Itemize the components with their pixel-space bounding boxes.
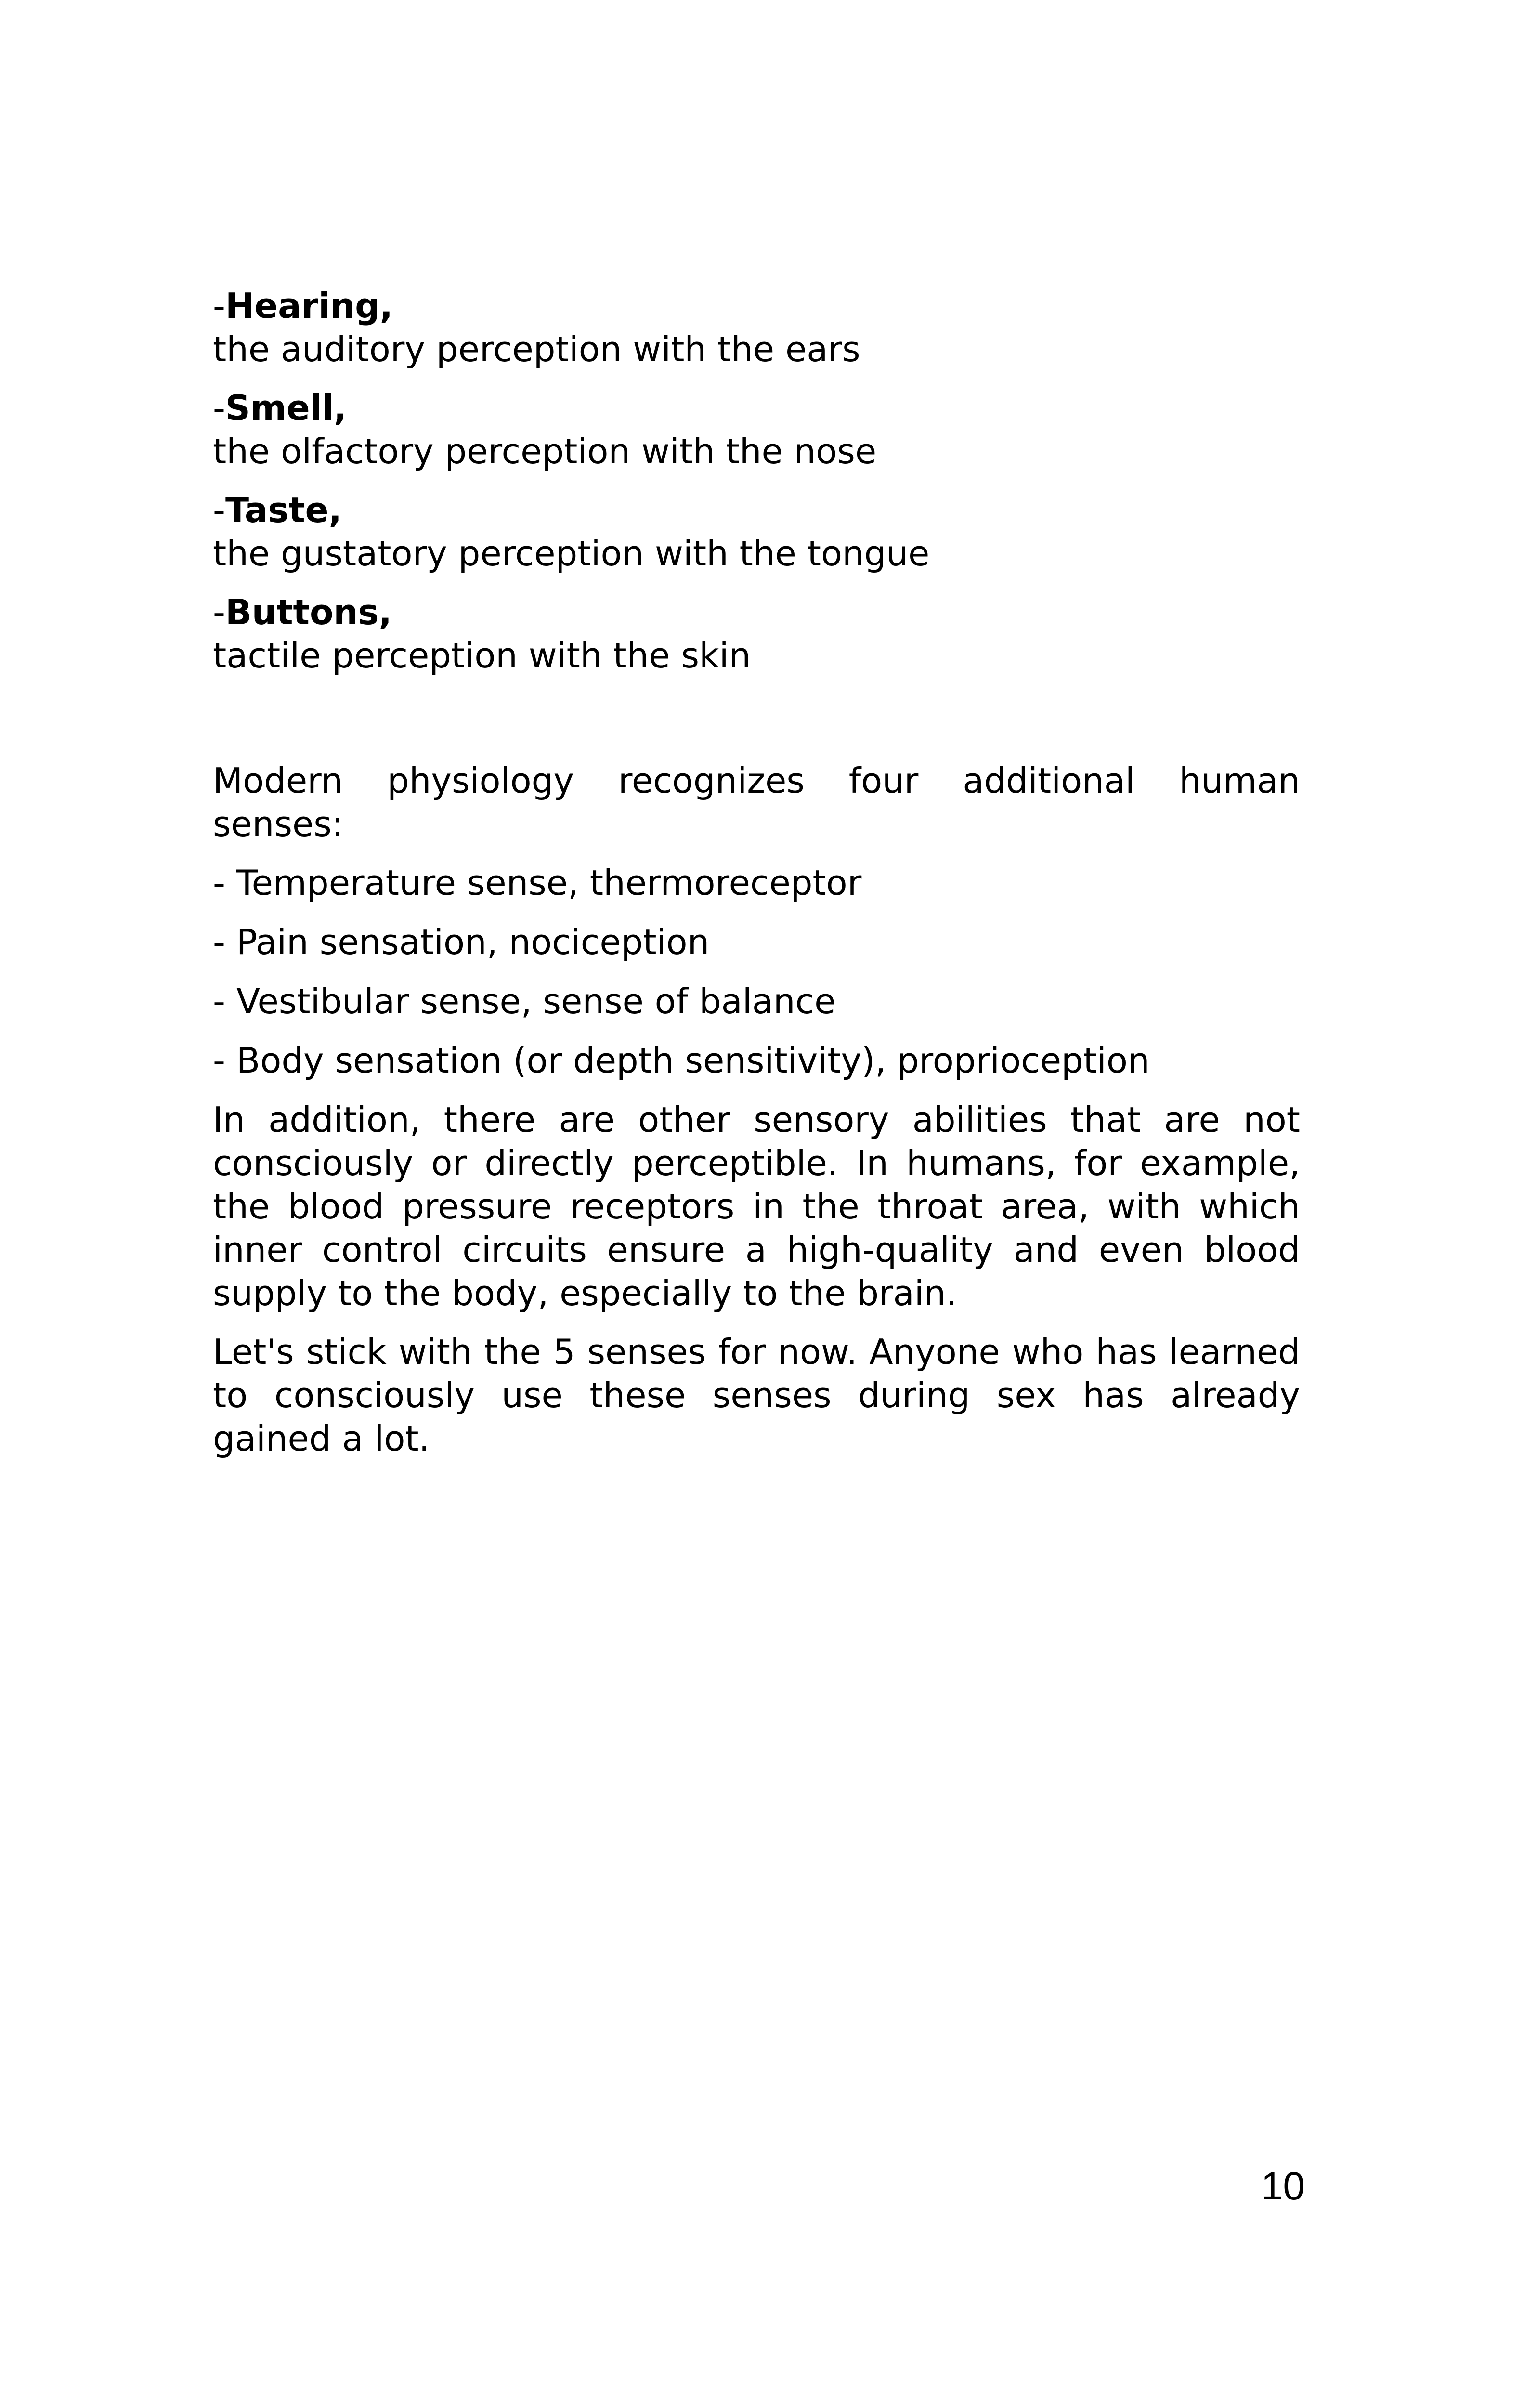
- sense-name: Hearing,: [225, 286, 393, 326]
- sense-description: the olfactory perception with the nose: [213, 431, 877, 471]
- sense-heading: [213, 284, 1300, 327]
- sense-buttons: [213, 590, 1300, 677]
- sense-hearing: [213, 284, 1300, 371]
- list-item: - Vestibular sense, sense of balance: [213, 981, 836, 1021]
- sense-smell: [213, 386, 1300, 473]
- sense-dash: -: [213, 592, 225, 632]
- sense-heading: [213, 386, 1300, 430]
- sense-description: the gustatory perception with the tongue: [213, 533, 930, 574]
- page-number: 10: [1261, 2164, 1305, 2208]
- body-paragraph: Let's stick with the 5 senses for now. Anyone who has learned to consciously use these senses during sex has already gained a lot.: [213, 1332, 1300, 1459]
- sense-description: the auditory perception with the ears: [213, 329, 860, 369]
- sense-heading: [213, 590, 1300, 634]
- sense-dash: -: [213, 388, 225, 428]
- sense-name: Smell,: [225, 388, 347, 428]
- sense-name: Taste,: [225, 490, 342, 530]
- page-content: [213, 284, 1300, 1476]
- list-item: - Temperature sense, thermoreceptor: [213, 863, 862, 903]
- sense-name: Buttons,: [225, 592, 392, 632]
- sense-dash: -: [213, 490, 225, 530]
- sense-description: tactile perception with the skin: [213, 635, 751, 676]
- intro-line: senses:: [213, 804, 344, 844]
- sense-dash: -: [213, 286, 225, 326]
- list-item: - Pain sensation, nociception: [213, 922, 710, 962]
- list-item: - Body sensation (or depth sensitivity), proprioception: [213, 1040, 1150, 1081]
- body-paragraph: In addition, there are other sensory abilities that are not consciously or directly perceptible. In humans, for example, the blood pressure receptors in the throat area, with which inner control circuits ensure a high-quality and even blood supply to the body, especially to the brain.: [213, 1099, 1300, 1313]
- additional-senses-intro: [213, 759, 1300, 846]
- sense-heading: [213, 488, 1300, 532]
- sense-taste: [213, 488, 1300, 575]
- intro-line: Modern physiology recognizes four additional human: [213, 760, 1300, 801]
